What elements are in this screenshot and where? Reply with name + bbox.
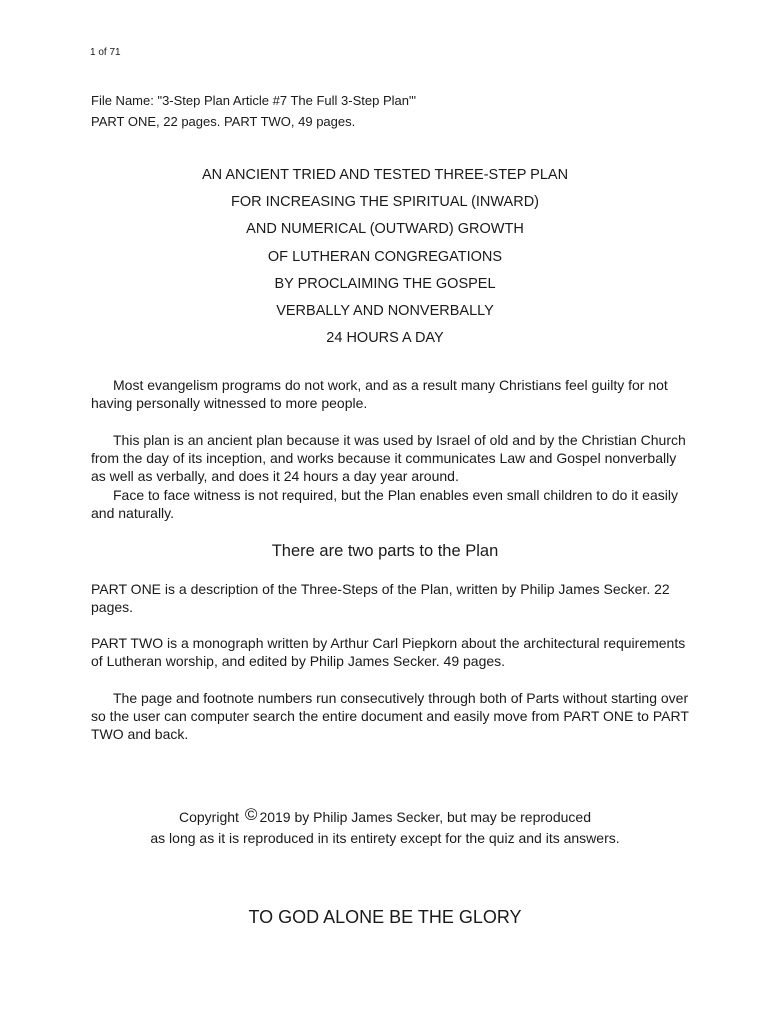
page-count: 1 of 71 xyxy=(90,47,121,58)
copyright-word: Copyright xyxy=(179,809,239,825)
title-line: VERBALLY AND NONVERBALLY xyxy=(276,303,494,320)
title-line: 24 HOURS A DAY xyxy=(326,330,444,347)
paragraph-face-to-face: Face to face witness is not required, but the Plan enables even small children to do it easily and naturally. xyxy=(91,487,678,521)
paragraph-part-two: PART TWO is a monograph written by Arthur Carl Piepkorn about the architectural requirements of Lutheran worship, and edited by Philip James Secker. 49 pages. xyxy=(91,635,686,669)
paragraph-evangelism: Most evangelism programs do not work, and as a result many Christians feel guilty for not having personally witnessed to more people. xyxy=(91,377,668,411)
paragraph-part-one: PART ONE is a description of the Three-Steps of the Plan, written by Philip James Secker. 22 pages. xyxy=(91,581,670,615)
copyright-line-1-text: 2019 by Philip James Secker, but may be reproduced xyxy=(259,809,591,825)
paragraph-numbering: The page and footnote numbers run consecutively through both of Parts without starting over so the user can computer search the entire document and easily move from PART ONE to PART TWO and back. xyxy=(91,690,689,742)
closing-line: TO GOD ALONE BE THE GLORY xyxy=(248,907,522,927)
title-line: AN ANCIENT TRIED AND TESTED THREE-STEP PLAN xyxy=(201,167,569,183)
file-info xyxy=(91,90,416,132)
parts-heading: There are two parts to the Plan xyxy=(271,542,499,560)
paragraph-ancient-plan: This plan is an ancient plan because it was used by Israel of old and by the Christian Church from the day of its inception, and works because it communicates Law and Gospel nonverbally as well as verbally, and does it 24 hours a day year around. xyxy=(91,432,686,484)
file-name: File Name: "3-Step Plan Article #7 The Full 3-Step Plan"' xyxy=(91,93,417,108)
title-line: BY PROCLAIMING THE GOSPEL xyxy=(274,275,496,292)
copyright-symbol-icon: © xyxy=(244,805,258,824)
copyright-line-2: as long as it is reproduced in its entirety except for the quiz and its answers. xyxy=(150,830,620,846)
copyright-notice xyxy=(0,806,770,849)
title-line: OF LUTHERAN CONGREGATIONS xyxy=(267,248,503,265)
copyright-line-1 xyxy=(179,806,591,828)
title-line: FOR INCREASING THE SPIRITUAL (INWARD) xyxy=(230,194,539,211)
document-title xyxy=(0,162,770,352)
title-line: AND NUMERICAL (OUTWARD) GROWTH xyxy=(246,221,524,238)
parts-summary: PART ONE, 22 pages. PART TWO, 49 pages. xyxy=(91,114,356,129)
